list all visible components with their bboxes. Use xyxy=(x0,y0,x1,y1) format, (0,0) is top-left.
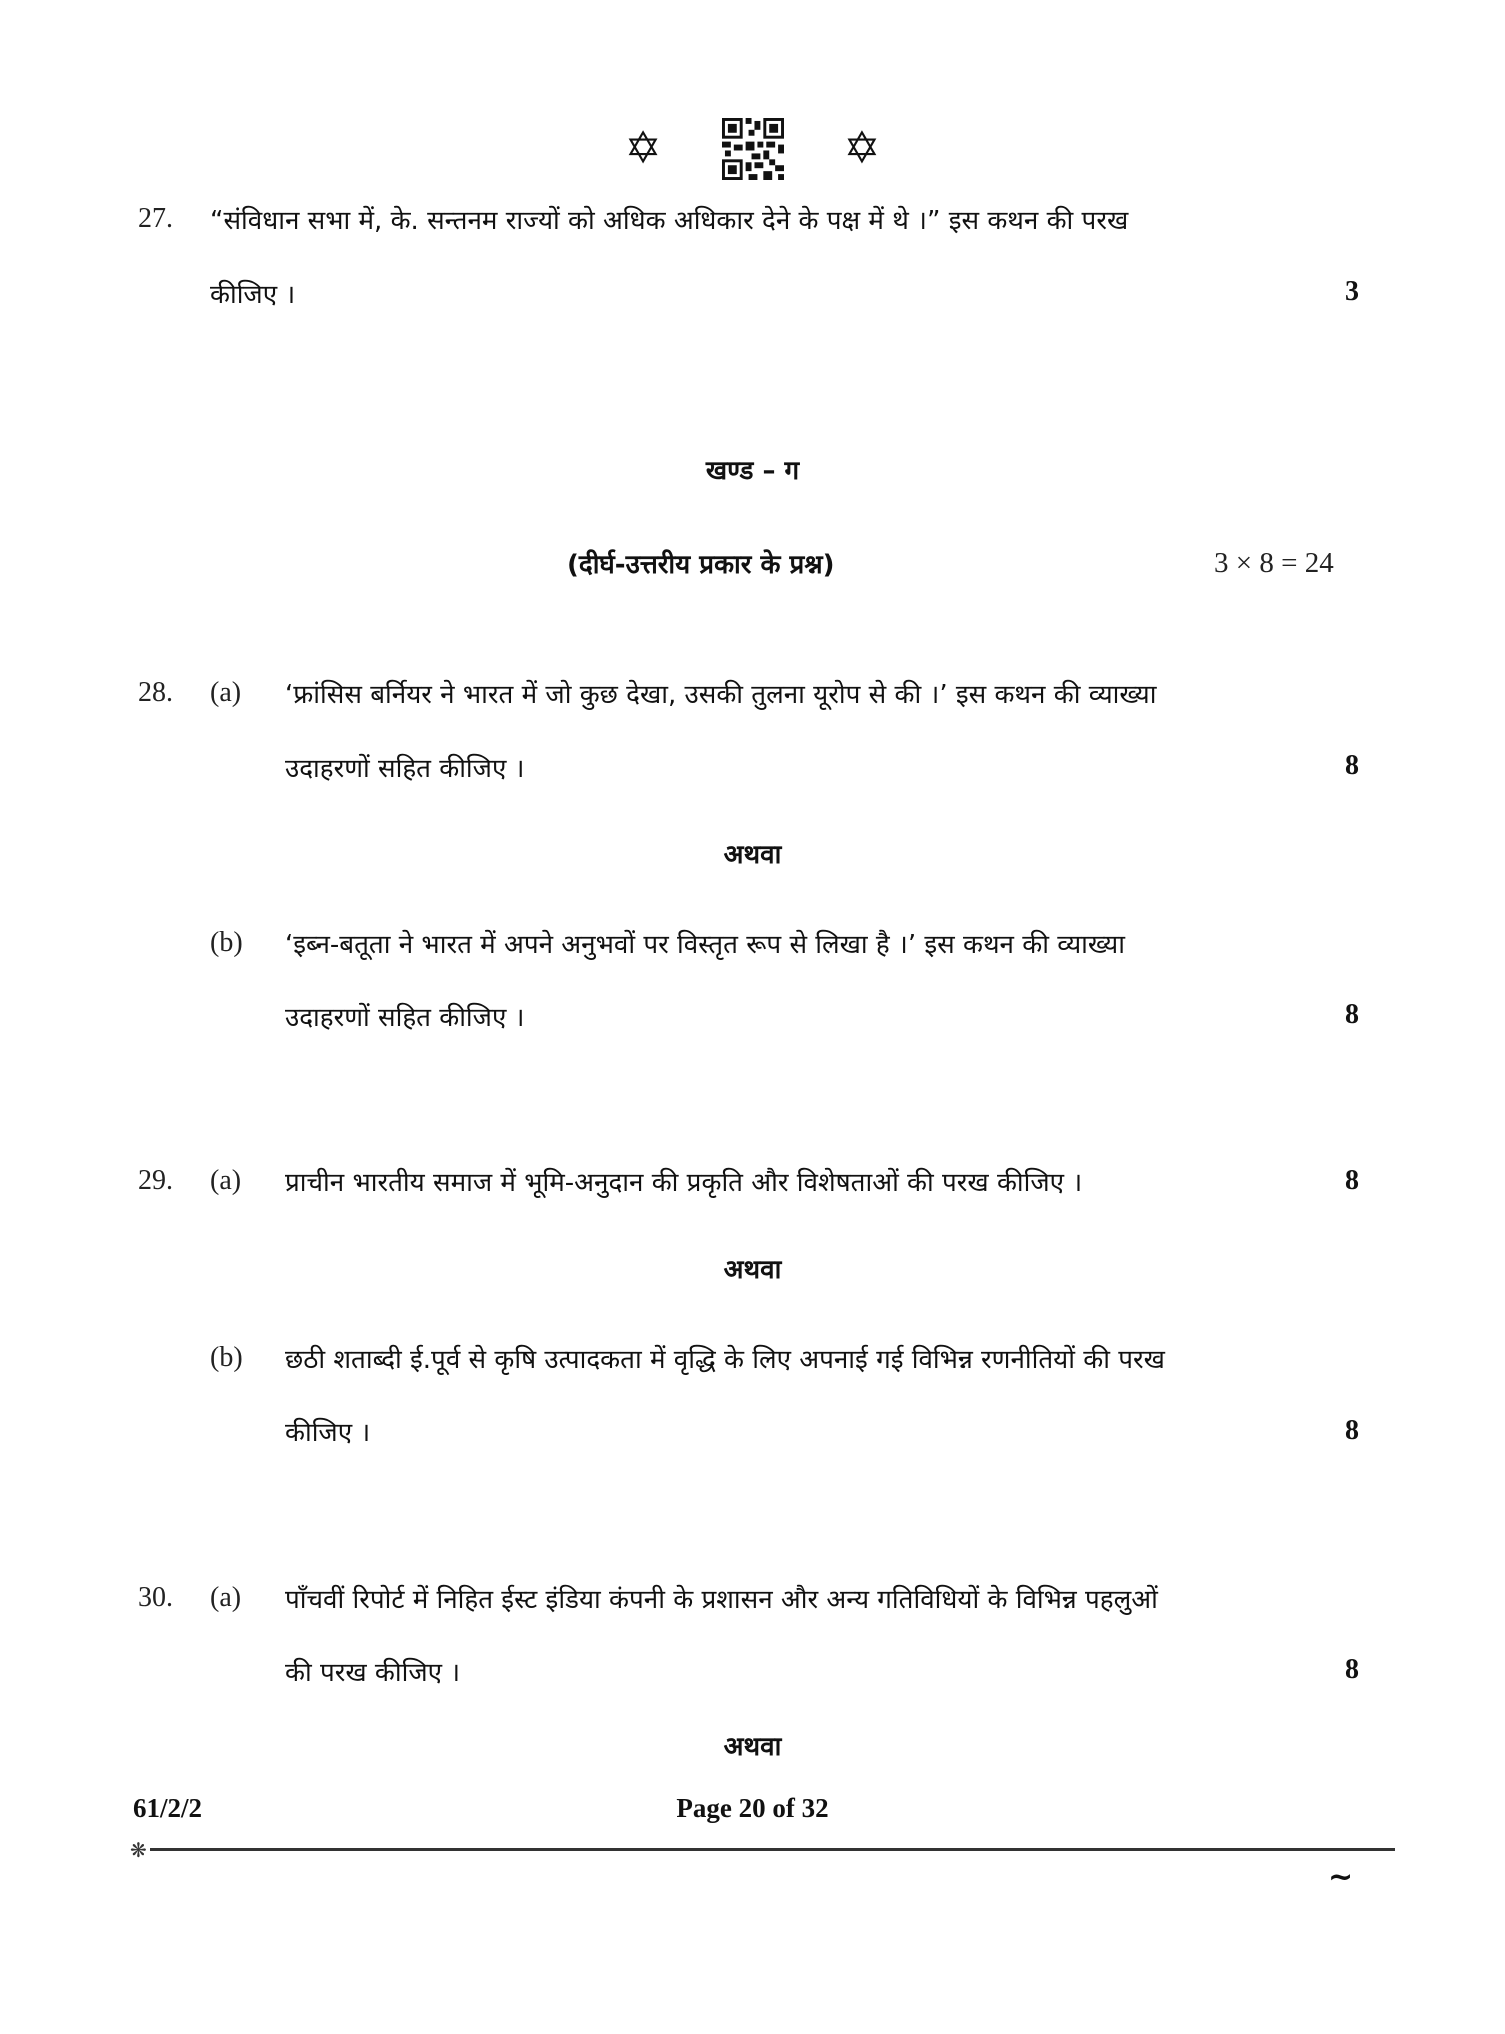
question-number: 29. xyxy=(138,1165,173,1196)
question-text-line: ‘इब्न-बतूता ने भारत में अपने अनुभवों पर विस्तृत रूप से लिखा है ।’ इस कथन की व्याख्या xyxy=(285,930,1125,960)
tilde-mark: ~ xyxy=(1328,1860,1354,1895)
question-text-line: उदाहरणों सहित कीजिए । xyxy=(285,1003,525,1033)
option-label: (b) xyxy=(210,927,243,958)
option-label: (a) xyxy=(210,1582,242,1613)
emblem-icon: ❋ xyxy=(130,1838,147,1862)
question-text-line: ‘फ्रांसिस बर्नियर ने भारत में जो कुछ देखा, उसकी तुलना यूरोप से की ।’ इस कथन की व्याख्या xyxy=(285,680,1157,710)
question-marks: 8 xyxy=(1345,1415,1359,1446)
question-text-line: उदाहरणों सहित कीजिए । xyxy=(285,754,525,784)
question-number: 30. xyxy=(138,1582,173,1613)
star-of-david-icon: ✡ xyxy=(843,123,881,174)
paper-code: 61/2/2 xyxy=(133,1793,203,1823)
section-title: खण्ड – ग xyxy=(705,456,800,486)
or-separator: अथवा xyxy=(723,1255,782,1285)
star-of-david-icon: ✡ xyxy=(624,123,662,174)
page-number: Page 20 of 32 xyxy=(676,1793,829,1823)
question-text-line: पाँचवीं रिपोर्ट में निहित ईस्ट इंडिया कंपनी के प्रशासन और अन्य गतिविधियों के विभिन्न पहलुओं xyxy=(285,1585,1158,1615)
page-header xyxy=(0,118,1505,180)
question-marks: 8 xyxy=(1345,750,1359,781)
or-separator: अथवा xyxy=(723,840,782,870)
question-text-line: “संविधान सभा में, के. सन्तनम राज्यों को अधिक अधिकार देने के पक्ष में थे ।” इस कथन की परख xyxy=(210,206,1129,236)
section-marks-formula: 3 × 8 = 24 xyxy=(1214,547,1334,579)
qr-code-icon xyxy=(722,118,784,180)
footer-divider xyxy=(150,1848,1395,1851)
question-text-line: की परख कीजिए । xyxy=(285,1658,461,1688)
question-text-line: छठी शताब्दी ई.पूर्व से कृषि उत्पादकता में वृद्धि के लिए अपनाई गई विभिन्न रणनीतियों की परख xyxy=(285,1345,1165,1375)
option-label: (b) xyxy=(210,1342,243,1373)
question-text-line: कीजिए । xyxy=(210,280,296,310)
or-separator: अथवा xyxy=(723,1732,782,1762)
option-label: (a) xyxy=(210,1165,242,1196)
question-number: 28. xyxy=(138,677,173,708)
question-marks: 8 xyxy=(1345,1654,1359,1685)
section-subtitle: (दीर्घ-उत्तरीय प्रकार के प्रश्न) xyxy=(567,550,835,580)
question-marks: 8 xyxy=(1345,999,1359,1030)
question-text-line: कीजिए । xyxy=(285,1418,371,1448)
option-label: (a) xyxy=(210,677,242,708)
question-number: 27. xyxy=(138,203,173,234)
question-marks: 8 xyxy=(1345,1165,1359,1196)
question-text-line: प्राचीन भारतीय समाज में भूमि-अनुदान की प्रकृति और विशेषताओं की परख कीजिए । xyxy=(285,1168,1083,1198)
question-marks: 3 xyxy=(1345,276,1359,307)
